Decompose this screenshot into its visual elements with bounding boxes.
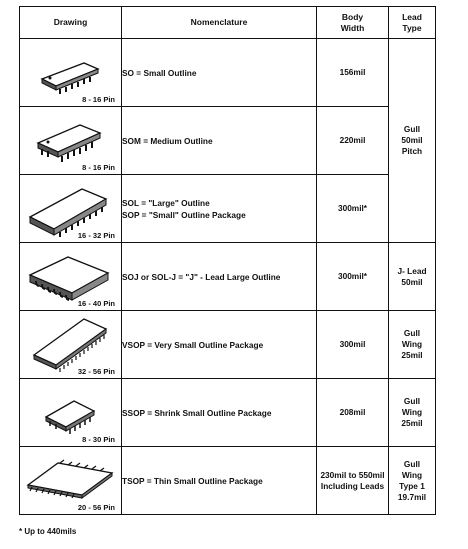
table-row [20,107,436,175]
drawing-cell [20,107,122,175]
lead-type-line: 25mil [401,418,423,428]
lead-type-line: 19.7mil [397,491,427,502]
pin-range: 16 - 40 Pin [77,299,115,308]
body-width-line1: 156mil [339,67,366,77]
nomenclature-line1: SO = Small Outline [122,67,197,78]
drawing-cell [20,379,122,447]
nomenclature-line1: SOJ or SOL-J = "J" - Lead Large Outline [122,271,281,282]
header-body-width [317,7,389,39]
nomenclature-line1: SOL = "Large" Outline [122,197,210,208]
header-lead-type-line1: Lead [402,11,422,22]
body-width-line1: 220mil [339,135,366,145]
pin-range: 8 - 30 Pin [82,435,115,444]
lead-type-line: Wing [401,339,423,349]
lead-type-line: Gull [403,458,421,469]
lead-type-line: 50mil [401,135,423,145]
body-width-line1: 300mil [339,339,366,349]
lead-type-line: J- Lead [397,265,427,276]
body-width-cell [317,447,389,515]
header-row [20,7,436,39]
nomenclature-line1: TSOP = Thin Small Outline Package [122,475,263,486]
nomenclature-cell [122,379,317,447]
nomenclature-cell [122,39,317,107]
header-lead-type [389,7,436,39]
lead-type-line: Gull [403,328,421,338]
table-row [20,39,436,107]
header-nomenclature: Nomenclature [122,7,317,39]
body-width-line1: 208mil [339,407,366,417]
body-width-cell [317,379,389,447]
body-width-cell [317,311,389,379]
nomenclature-line1: SOM = Medium Outline [122,135,213,146]
header-body-width-line2: Width [340,22,365,33]
nomenclature-line2: SOP = "Small" Outline Package [122,209,246,220]
lead-type-cell [389,447,436,515]
pin-range: 20 - 56 Pin [77,503,115,512]
body-width-cell [317,39,389,107]
drawing-cell [20,175,122,243]
pin-range: 32 - 56 Pin [77,367,115,376]
lead-type-line: Wing [401,469,423,480]
drawing-cell [20,243,122,311]
drawing-cell [20,447,122,515]
lead-type-cell [389,311,436,379]
lead-type-line: Gull [403,396,421,406]
table-row [20,243,436,311]
nomenclature-line1: VSOP = Very Small Outline Package [122,339,264,350]
nomenclature-cell [122,175,317,243]
pin-range: 16 - 32 Pin [77,231,115,240]
table-row [20,379,436,447]
package-table [19,6,436,515]
lead-type-cell [389,243,436,311]
body-width-line1: 230mil to 550mil [320,469,385,480]
lead-type-cell [389,39,436,243]
lead-type-line: Type 1 [399,480,425,491]
lead-type-line: Pitch [401,146,423,156]
table-row [20,447,436,515]
nomenclature-cell [122,107,317,175]
table-row [20,311,436,379]
lead-type-cell [389,379,436,447]
drawing-cell [20,311,122,379]
pin-range: 8 - 16 Pin [82,163,115,172]
body-width-line1: 300mil* [337,203,368,213]
header-lead-type-line2: Type [402,22,422,33]
table-row [20,175,436,243]
nomenclature-line1: SSOP = Shrink Small Outline Package [122,407,272,418]
drawing-cell [20,39,122,107]
nomenclature-cell [122,311,317,379]
header-body-width-line1: Body [341,11,364,22]
lead-type-line: Gull [403,124,421,134]
body-width-cell [317,107,389,175]
lead-type-line: 25mil [401,350,423,360]
pin-range: 8 - 16 Pin [82,95,115,104]
body-width-line2: Including Leads [320,480,385,491]
footnote: * Up to 440mils [19,527,77,536]
body-width-line1: 300mil* [337,271,368,281]
body-width-cell [317,175,389,243]
body-width-cell [317,243,389,311]
nomenclature-cell [122,243,317,311]
lead-type-line: Wing [401,407,423,417]
lead-type-line: 50mil [401,276,423,287]
header-drawing: Drawing [20,7,122,39]
nomenclature-cell [122,447,317,515]
